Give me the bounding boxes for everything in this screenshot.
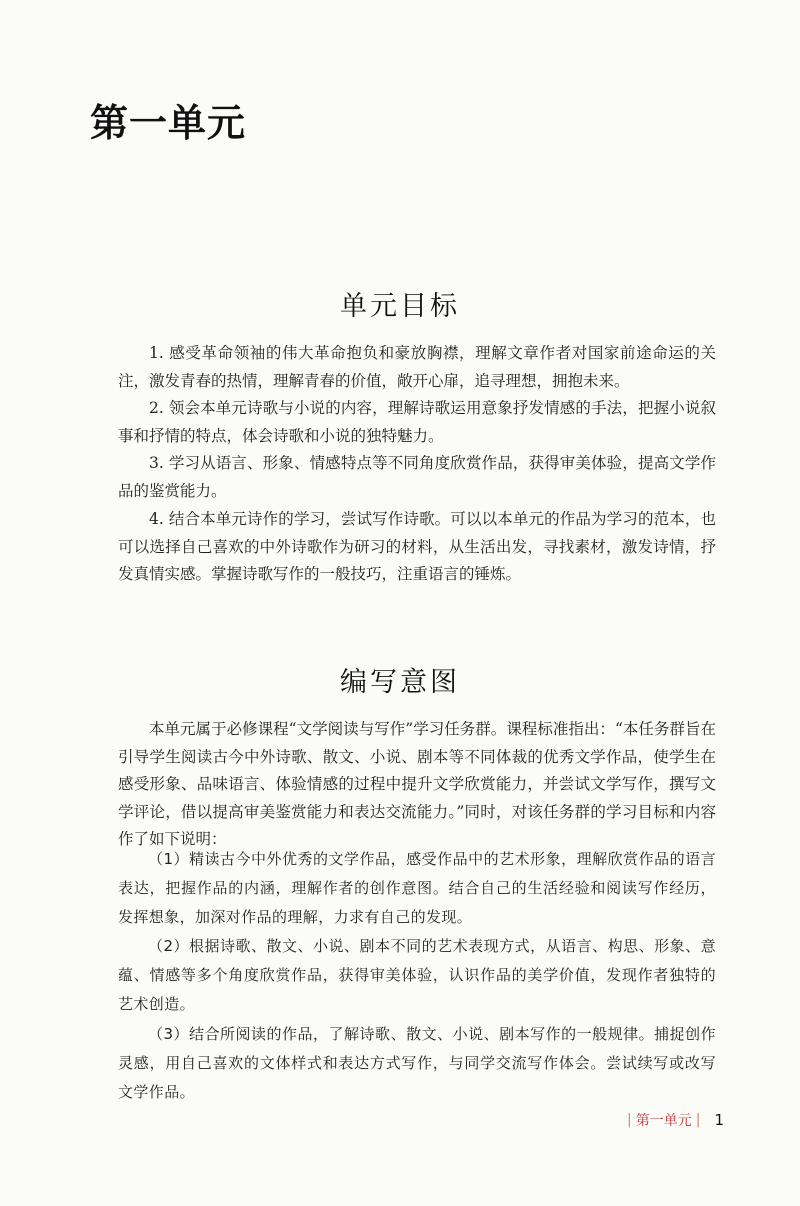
goal-item: 3. 学习从语言、形象、情感特点等不同角度欣赏作品，获得审美体验，提高文学作品的鉴赏能力。 (118, 454, 716, 500)
goals-heading: 单元目标 (340, 291, 460, 322)
goal-item: 2. 领会本单元诗歌与小说的内容，理解诗歌运用意象抒发情感的手法，把握小说叙事和抒情的特点，体会诗歌和小说的独特魅力。 (118, 399, 716, 445)
intent-intro: 本单元属于必修课程“文学阅读与写作”学习任务群。课程标准指出：“本任务群旨在引导学生阅读古今中外诗歌、散文、小说、剧本等不同体裁的优秀文学作品，使学生在感受形象、品味语言、体验情感的过程中提升文学欣赏能力，并尝试文学写作，撰写文学评论，借以提高审美鉴赏能力和表达交流能力。”同时，对该任务群的学习目标和内容作了如下说明： (118, 720, 716, 848)
page-number: 1 (714, 1111, 724, 1129)
page-footer (623, 1110, 724, 1130)
goal-item: 1. 感受革命领袖的伟大革命抱负和豪放胸襟，理解文章作者对国家前途命运的关注，激发青春的热情，理解青春的价值，敞开心扉，追寻理想，拥抱未来。 (118, 344, 716, 390)
intent-heading: 编写意图 (340, 667, 460, 698)
footer-divider: | (627, 1112, 632, 1128)
footer-unit-label: 第一单元 (635, 1113, 692, 1129)
standard-quote-item: （1）精读古今中外优秀的文学作品，感受作品中的艺术形象，理解欣赏作品的语言表达，把握作品的内涵，理解作者的创作意图。结合自己的生活经验和阅读写作经历，发挥想象，加深对作品的理解，力求有自己的发现。 (118, 850, 716, 926)
unit-title: 第一单元 (90, 101, 247, 145)
footer-divider: | (695, 1112, 701, 1128)
standard-quote-item: （3）结合所阅读的作品，了解诗歌、散文、小说、剧本写作的一般规律。捕捉创作灵感，用自己喜欢的文体样式和表达方式写作，与同学交流写作体会。尝试续写或改写文学作品。 (118, 1025, 716, 1101)
standard-quote-item: （2）根据诗歌、散文、小说、剧本不同的艺术表现方式，从语言、构思、形象、意蕴、情感等多个角度欣赏作品，获得审美体验，认识作品的美学价值，发现作者独特的艺术创造。 (118, 937, 716, 1013)
goal-item: 4. 结合本单元诗作的学习，尝试写作诗歌。可以以本单元的作品为学习的范本，也可以选择自己喜欢的中外诗歌作为研习的材料，从生活出发，寻找素材，激发诗情，抒发真情实感。掌握诗歌写作的一般技巧，注重语言的锤炼。 (118, 510, 716, 583)
